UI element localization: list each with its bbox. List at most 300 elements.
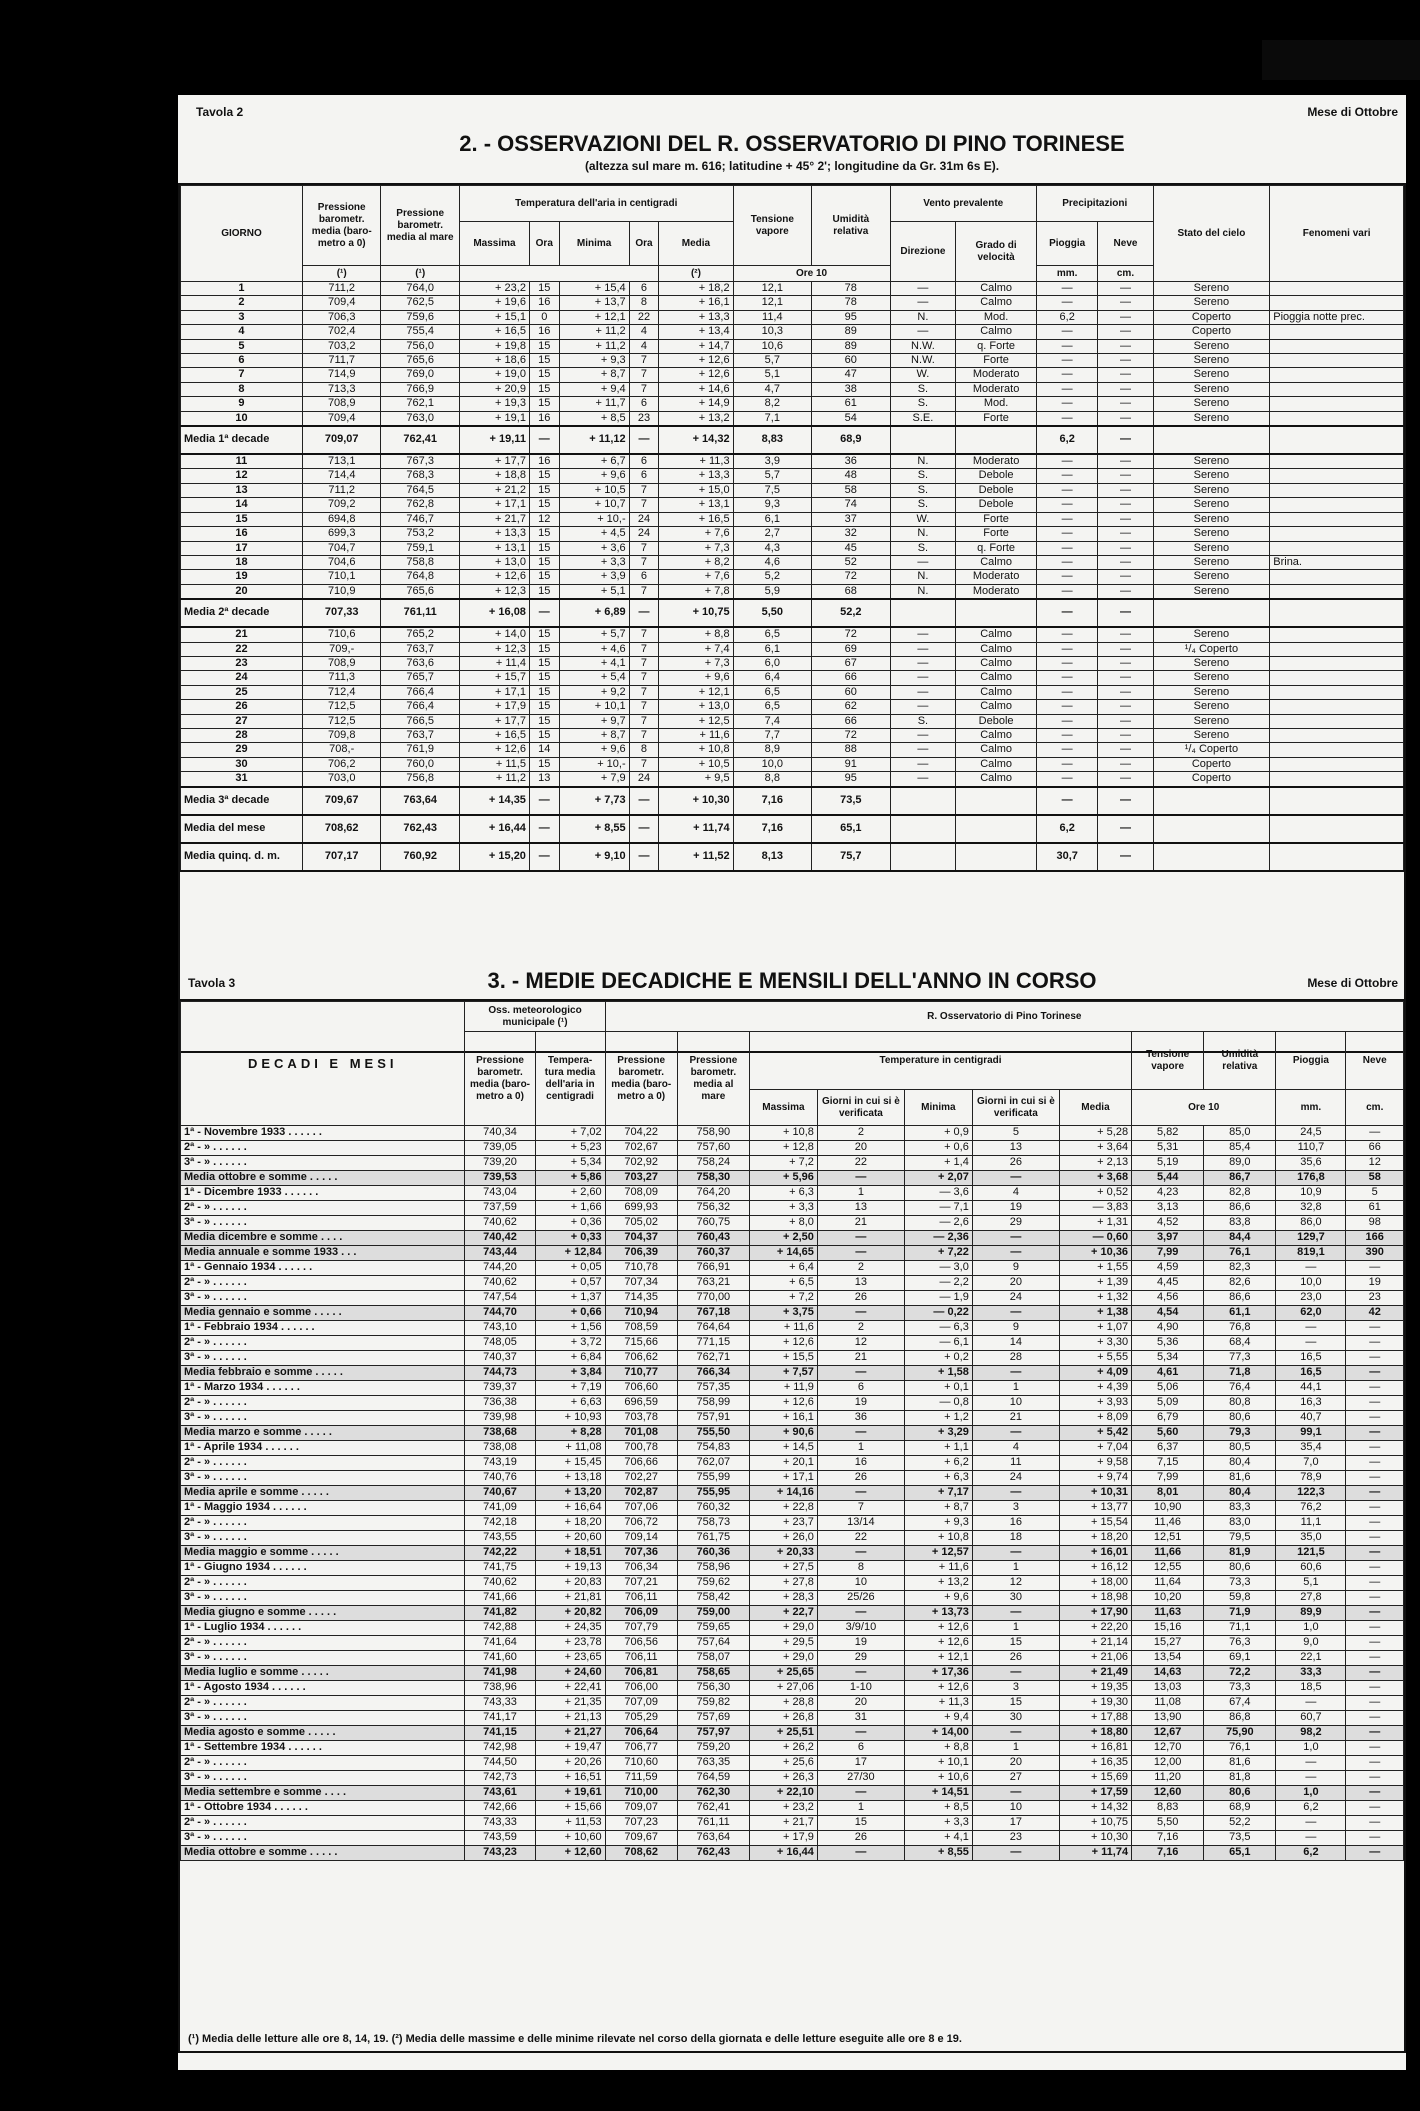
- cell: 67: [812, 656, 890, 670]
- cell: 68,9: [812, 426, 890, 454]
- cell: 763,64: [381, 787, 459, 815]
- cell: 761,9: [381, 743, 459, 757]
- col-press-baro: Pressione barometr. media (baro-metro a 0): [302, 186, 380, 266]
- cell: 36: [812, 454, 890, 469]
- cell: 740,67: [465, 1486, 535, 1501]
- cell: 6,2: [1036, 310, 1098, 324]
- cell: + 13,20: [535, 1486, 605, 1501]
- cell: Media 2ª decade: [181, 599, 303, 627]
- cell: [1270, 685, 1404, 699]
- cell: 15: [529, 685, 559, 699]
- cell: —: [1346, 1801, 1404, 1816]
- cell: 1ª - Dicembre 1933 . . . . . .: [181, 1186, 465, 1201]
- cell: 80,8: [1204, 1396, 1276, 1411]
- cell: —: [1098, 541, 1153, 555]
- cell: 757,97: [677, 1726, 749, 1741]
- cell: S.: [890, 469, 956, 483]
- cell: Sereno: [1153, 368, 1270, 382]
- cell: 1: [972, 1381, 1059, 1396]
- cell: 3ª - » . . . . . .: [181, 1471, 465, 1486]
- cell: 5: [972, 1126, 1059, 1141]
- cell: —: [890, 671, 956, 685]
- cell: 14: [181, 498, 303, 512]
- decade-row: [181, 1591, 1404, 1606]
- cell: + 12,6: [749, 1336, 817, 1351]
- cell: 5: [181, 339, 303, 353]
- cell: + 9,3: [904, 1516, 972, 1531]
- cell: 737,59: [465, 1201, 535, 1216]
- cell: + 5,86: [535, 1171, 605, 1186]
- cell: 10: [181, 411, 303, 426]
- cell: 19: [817, 1636, 904, 1651]
- cell: 4,3: [733, 541, 811, 555]
- cell: 741,17: [465, 1711, 535, 1726]
- col-neve: Neve: [1098, 222, 1153, 266]
- cell: [890, 843, 956, 871]
- cell: 29: [972, 1216, 1059, 1231]
- cell: 5,31: [1132, 1141, 1204, 1156]
- cell: 760,43: [677, 1231, 749, 1246]
- cell: + 0,52: [1059, 1186, 1131, 1201]
- cell: —: [1346, 1396, 1404, 1411]
- cell: + 17,59: [1059, 1786, 1131, 1801]
- cell: 40,7: [1276, 1411, 1346, 1426]
- cell: 5,7: [733, 354, 811, 368]
- table2-title: 2. - OSSERVAZIONI DEL R. OSSERVATORIO DI PINO TORINESE: [459, 131, 1125, 156]
- cell: 707,06: [605, 1501, 677, 1516]
- cell: 11,20: [1132, 1771, 1204, 1786]
- cell: 12,00: [1132, 1756, 1204, 1771]
- cell: + 26,3: [749, 1771, 817, 1786]
- cell: + 11,2: [559, 325, 629, 339]
- cell: 743,10: [465, 1321, 535, 1336]
- cell: —: [1346, 1441, 1404, 1456]
- cell: 15: [529, 382, 559, 396]
- cell: —: [890, 656, 956, 670]
- col3-temp-group: Temperature in centigradi: [749, 1032, 1131, 1090]
- cell: —: [817, 1666, 904, 1681]
- cell: + 14,32: [659, 426, 733, 454]
- cell: —: [629, 815, 659, 843]
- cell: 756,0: [381, 339, 459, 353]
- cell: S.: [890, 541, 956, 555]
- cell: 22: [817, 1156, 904, 1171]
- cell: + 3,3: [904, 1816, 972, 1831]
- decade-row: [181, 1831, 1404, 1846]
- cell: + 1,38: [1059, 1306, 1131, 1321]
- cell: + 5,55: [1059, 1351, 1131, 1366]
- cell: 741,75: [465, 1561, 535, 1576]
- cell: —: [1098, 627, 1153, 642]
- cell: 706,77: [605, 1741, 677, 1756]
- cell: + 10,60: [535, 1831, 605, 1846]
- decade-row: [181, 1261, 1404, 1276]
- cell: + 11,12: [559, 426, 629, 454]
- cell: + 0,57: [535, 1276, 605, 1291]
- cell: 76,1: [1204, 1741, 1276, 1756]
- cell: —: [529, 599, 559, 627]
- cell: 4: [181, 325, 303, 339]
- cell: 706,66: [605, 1456, 677, 1471]
- cell: Sereno: [1153, 671, 1270, 685]
- cell: 7,16: [733, 787, 811, 815]
- cell: N.: [890, 584, 956, 599]
- cell: Forte: [956, 411, 1037, 426]
- decadal-averages-table: [180, 1001, 1404, 1861]
- cell: — 3,6: [904, 1186, 972, 1201]
- cell: 758,42: [677, 1591, 749, 1606]
- cell: Forte: [956, 512, 1037, 526]
- cell: 762,71: [677, 1351, 749, 1366]
- cell: + 16,01: [1059, 1546, 1131, 1561]
- cell: + 14,16: [749, 1486, 817, 1501]
- cell: 98: [1346, 1216, 1404, 1231]
- cell: 9: [181, 397, 303, 411]
- cell: + 29,5: [749, 1636, 817, 1651]
- cell: 711,59: [605, 1771, 677, 1786]
- cell: + 23,65: [535, 1651, 605, 1666]
- cell: 702,4: [302, 325, 380, 339]
- cell: 3ª - » . . . . . .: [181, 1771, 465, 1786]
- table3-title: 3. - MEDIE DECADICHE E MENSILI DELL'ANNO IN CORSO: [487, 968, 1097, 993]
- cell: 705,29: [605, 1711, 677, 1726]
- cell: 22: [817, 1531, 904, 1546]
- cell: 706,11: [605, 1591, 677, 1606]
- cell: —: [1346, 1126, 1404, 1141]
- cell: + 10,1: [559, 700, 629, 714]
- cell: 4,52: [1132, 1216, 1204, 1231]
- cell: —: [972, 1366, 1059, 1381]
- cell: 6,2: [1276, 1846, 1346, 1861]
- cell: 11: [181, 454, 303, 469]
- col-grado: Grado di velocità: [956, 222, 1037, 282]
- cell: + 12,6: [904, 1681, 972, 1696]
- cell: N.: [890, 310, 956, 324]
- cell: 766,4: [381, 685, 459, 699]
- cell: + 14,9: [659, 397, 733, 411]
- cell: + 3,93: [1059, 1396, 1131, 1411]
- cell: Brina.: [1270, 555, 1404, 569]
- cell: 742,22: [465, 1546, 535, 1561]
- cell: + 9,6: [904, 1591, 972, 1606]
- cell: —: [1036, 454, 1098, 469]
- cell: 31: [817, 1711, 904, 1726]
- cell: 22,1: [1276, 1651, 1346, 1666]
- cell: + 3,75: [749, 1306, 817, 1321]
- decade-row: [181, 1411, 1404, 1426]
- cell: 129,7: [1276, 1231, 1346, 1246]
- cell: 763,6: [381, 656, 459, 670]
- cell: 6,79: [1132, 1411, 1204, 1426]
- cell: + 3,9: [559, 570, 629, 584]
- cell: + 20,1: [749, 1456, 817, 1471]
- cell: Media ottobre e somme . . . . .: [181, 1171, 465, 1186]
- cell: Sereno: [1153, 339, 1270, 353]
- cell: 78: [812, 282, 890, 296]
- cell: N.W.: [890, 339, 956, 353]
- cell: + 9,58: [1059, 1456, 1131, 1471]
- decade-row: [181, 1396, 1404, 1411]
- cell: —: [1346, 1516, 1404, 1531]
- col3-neve: Neve: [1346, 1032, 1404, 1090]
- cell: —: [1098, 454, 1153, 469]
- cell: 15: [529, 397, 559, 411]
- cell: 12,70: [1132, 1741, 1204, 1756]
- cell: [1270, 815, 1404, 843]
- cell: + 11,6: [904, 1561, 972, 1576]
- cell: 13: [181, 483, 303, 497]
- cell: + 21,27: [535, 1726, 605, 1741]
- cell: 23: [1346, 1291, 1404, 1306]
- cell: —: [817, 1171, 904, 1186]
- col-cm: cm.: [1098, 266, 1153, 282]
- cell: 4,61: [1132, 1366, 1204, 1381]
- cell: + 21,7: [459, 512, 529, 526]
- cell: 11,46: [1132, 1516, 1204, 1531]
- cell: 740,76: [465, 1471, 535, 1486]
- cell: 2: [817, 1321, 904, 1336]
- cell: 21: [817, 1351, 904, 1366]
- cell: —: [1346, 1561, 1404, 1576]
- cell: 80,6: [1204, 1786, 1276, 1801]
- cell: —: [1098, 772, 1153, 787]
- cell: 26: [972, 1651, 1059, 1666]
- cell: 86,7: [1204, 1171, 1276, 1186]
- cell: 7: [629, 671, 659, 685]
- decade-row: [181, 1516, 1404, 1531]
- cell: + 8,5: [904, 1801, 972, 1816]
- cell: + 5,23: [535, 1141, 605, 1156]
- cell: 83,8: [1204, 1216, 1276, 1231]
- cell: 17: [181, 541, 303, 555]
- cell: 744,50: [465, 1756, 535, 1771]
- cell: —: [629, 843, 659, 871]
- cell: + 14,32: [1059, 1801, 1131, 1816]
- cell: 30,7: [1036, 843, 1098, 871]
- cell: + 17,88: [1059, 1711, 1131, 1726]
- cell: + 20,26: [535, 1756, 605, 1771]
- cell: 45: [812, 541, 890, 555]
- cell: [890, 599, 956, 627]
- cell: 81,6: [1204, 1471, 1276, 1486]
- cell: 712,5: [302, 714, 380, 728]
- cell: 764,59: [677, 1771, 749, 1786]
- summary-row: [181, 599, 1404, 627]
- cell: + 13,3: [459, 527, 529, 541]
- cell: —: [972, 1426, 1059, 1441]
- cell: 7: [817, 1501, 904, 1516]
- day-row: [181, 325, 1404, 339]
- cell: + 3,29: [904, 1426, 972, 1441]
- cell: 6: [629, 454, 659, 469]
- cell: 25: [181, 685, 303, 699]
- cell: [1270, 642, 1404, 656]
- cell: 706,64: [605, 1726, 677, 1741]
- cell: —: [1098, 671, 1153, 685]
- cell: Sereno: [1153, 700, 1270, 714]
- cell: 706,81: [605, 1666, 677, 1681]
- cell: 759,20: [677, 1741, 749, 1756]
- cell: 701,08: [605, 1426, 677, 1441]
- table3-frame: [178, 999, 1406, 2053]
- day-row: [181, 570, 1404, 584]
- cell: [890, 787, 956, 815]
- cell: + 21,7: [749, 1816, 817, 1831]
- cell: 709,-: [302, 642, 380, 656]
- col-fenomeni: Fenomeni vari: [1270, 186, 1404, 282]
- cell: 166: [1346, 1231, 1404, 1246]
- cell: —: [1098, 700, 1153, 714]
- cell: 0: [529, 310, 559, 324]
- cell: —: [817, 1726, 904, 1741]
- cell: N.: [890, 570, 956, 584]
- cell: —: [1346, 1831, 1404, 1846]
- cell: + 10,-: [559, 512, 629, 526]
- cell: 5,2: [733, 570, 811, 584]
- cell: 4: [972, 1441, 1059, 1456]
- cell: 81,6: [1204, 1756, 1276, 1771]
- cell: 1ª - Febbraio 1934 . . . . . .: [181, 1321, 465, 1336]
- cell: 86,6: [1204, 1291, 1276, 1306]
- cell: 706,56: [605, 1636, 677, 1651]
- monthly-summary-row: [181, 1546, 1404, 1561]
- cell: —: [1036, 700, 1098, 714]
- cell: Sereno: [1153, 454, 1270, 469]
- cell: + 9,10: [559, 843, 629, 871]
- cell: 60,7: [1276, 1711, 1346, 1726]
- cell: —: [972, 1846, 1059, 1861]
- cell: + 0,33: [535, 1231, 605, 1246]
- day-row: [181, 743, 1404, 757]
- cell: 122,3: [1276, 1486, 1346, 1501]
- cell: 757,69: [677, 1711, 749, 1726]
- cell: + 21,49: [1059, 1666, 1131, 1681]
- cell: Moderato: [956, 382, 1037, 396]
- cell: 71,1: [1204, 1621, 1276, 1636]
- cell: + 19,13: [535, 1561, 605, 1576]
- cell: + 16,5: [659, 512, 733, 526]
- cell: 766,5: [381, 714, 459, 728]
- cell: + 13,1: [659, 498, 733, 512]
- cell: + 11,2: [459, 772, 529, 787]
- cell: —: [1276, 1756, 1346, 1771]
- cell: —: [1036, 411, 1098, 426]
- cell: 15,27: [1132, 1636, 1204, 1651]
- cell: + 3,3: [749, 1201, 817, 1216]
- cell: —: [1098, 599, 1153, 627]
- cell: 2ª - » . . . . . .: [181, 1636, 465, 1651]
- cell: + 16,5: [459, 728, 529, 742]
- cell: + 18,8: [459, 469, 529, 483]
- cell: 15: [529, 656, 559, 670]
- cell: 704,6: [302, 555, 380, 569]
- cell: 1,0: [1276, 1786, 1346, 1801]
- cell: 1ª - Gennaio 1934 . . . . . .: [181, 1261, 465, 1276]
- cell: —: [1276, 1816, 1346, 1831]
- cell: + 16,44: [749, 1846, 817, 1861]
- cell: + 7,6: [659, 570, 733, 584]
- cell: 15: [529, 728, 559, 742]
- cell: 771,15: [677, 1336, 749, 1351]
- cell: 15: [529, 541, 559, 555]
- cell: 26: [817, 1471, 904, 1486]
- cell: + 0,2: [904, 1351, 972, 1366]
- cell: 27: [181, 714, 303, 728]
- cell: 739,53: [465, 1171, 535, 1186]
- cell: 176,8: [1276, 1171, 1346, 1186]
- cell: 12: [972, 1576, 1059, 1591]
- cell: + 7,02: [535, 1126, 605, 1141]
- cell: [1270, 599, 1404, 627]
- cell: 8,8: [733, 772, 811, 787]
- cell: + 11,7: [559, 397, 629, 411]
- cell: 10: [817, 1576, 904, 1591]
- cell: 23: [629, 411, 659, 426]
- cell: —: [529, 426, 559, 454]
- cell: 11,63: [1132, 1606, 1204, 1621]
- cell: 759,00: [677, 1606, 749, 1621]
- cell: 711,2: [302, 282, 380, 296]
- cell: 699,93: [605, 1201, 677, 1216]
- cell: Sereno: [1153, 584, 1270, 599]
- monthly-summary-row: [181, 1786, 1404, 1801]
- cell: 7: [629, 541, 659, 555]
- col-minima: Minima: [559, 222, 629, 266]
- cell: + 17,1: [459, 685, 529, 699]
- cell: 28: [181, 728, 303, 742]
- cell: + 12,6: [459, 570, 529, 584]
- cell: 710,6: [302, 627, 380, 642]
- cell: [1270, 397, 1404, 411]
- cell: 88: [812, 743, 890, 757]
- cell: 5,1: [733, 368, 811, 382]
- cell: 7,1: [733, 411, 811, 426]
- cell: N.: [890, 527, 956, 541]
- cell: + 8,8: [659, 627, 733, 642]
- col3-giorni-min: Giorni in cui si è verificata: [972, 1090, 1059, 1126]
- cell: 2ª - » . . . . . .: [181, 1696, 465, 1711]
- cell: + 5,4: [559, 671, 629, 685]
- cell: 763,0: [381, 411, 459, 426]
- cell: 74: [812, 498, 890, 512]
- cell: 20: [181, 584, 303, 599]
- cell: + 8,09: [1059, 1411, 1131, 1426]
- cell: Calmo: [956, 642, 1037, 656]
- cell: 24,5: [1276, 1126, 1346, 1141]
- cell: 12: [181, 469, 303, 483]
- day-row: [181, 469, 1404, 483]
- cell: 5,06: [1132, 1381, 1204, 1396]
- decade-row: [181, 1651, 1404, 1666]
- cell: 26: [181, 700, 303, 714]
- cell: 764,5: [381, 483, 459, 497]
- cell: 2: [181, 296, 303, 310]
- cell: 758,24: [677, 1156, 749, 1171]
- cell: —: [1346, 1321, 1404, 1336]
- cell: + 9,6: [659, 671, 733, 685]
- col3-massima: Massima: [749, 1090, 817, 1126]
- cell: + 1,55: [1059, 1261, 1131, 1276]
- summary-row: [181, 787, 1404, 815]
- decade-row: [181, 1186, 1404, 1201]
- cell: —: [1346, 1621, 1404, 1636]
- cell: 9,3: [733, 498, 811, 512]
- cell: + 15,1: [459, 310, 529, 324]
- cell: 15: [529, 527, 559, 541]
- cell: 3/9/10: [817, 1621, 904, 1636]
- col-direzione: Direzione: [890, 222, 956, 282]
- cell: + 21,06: [1059, 1651, 1131, 1666]
